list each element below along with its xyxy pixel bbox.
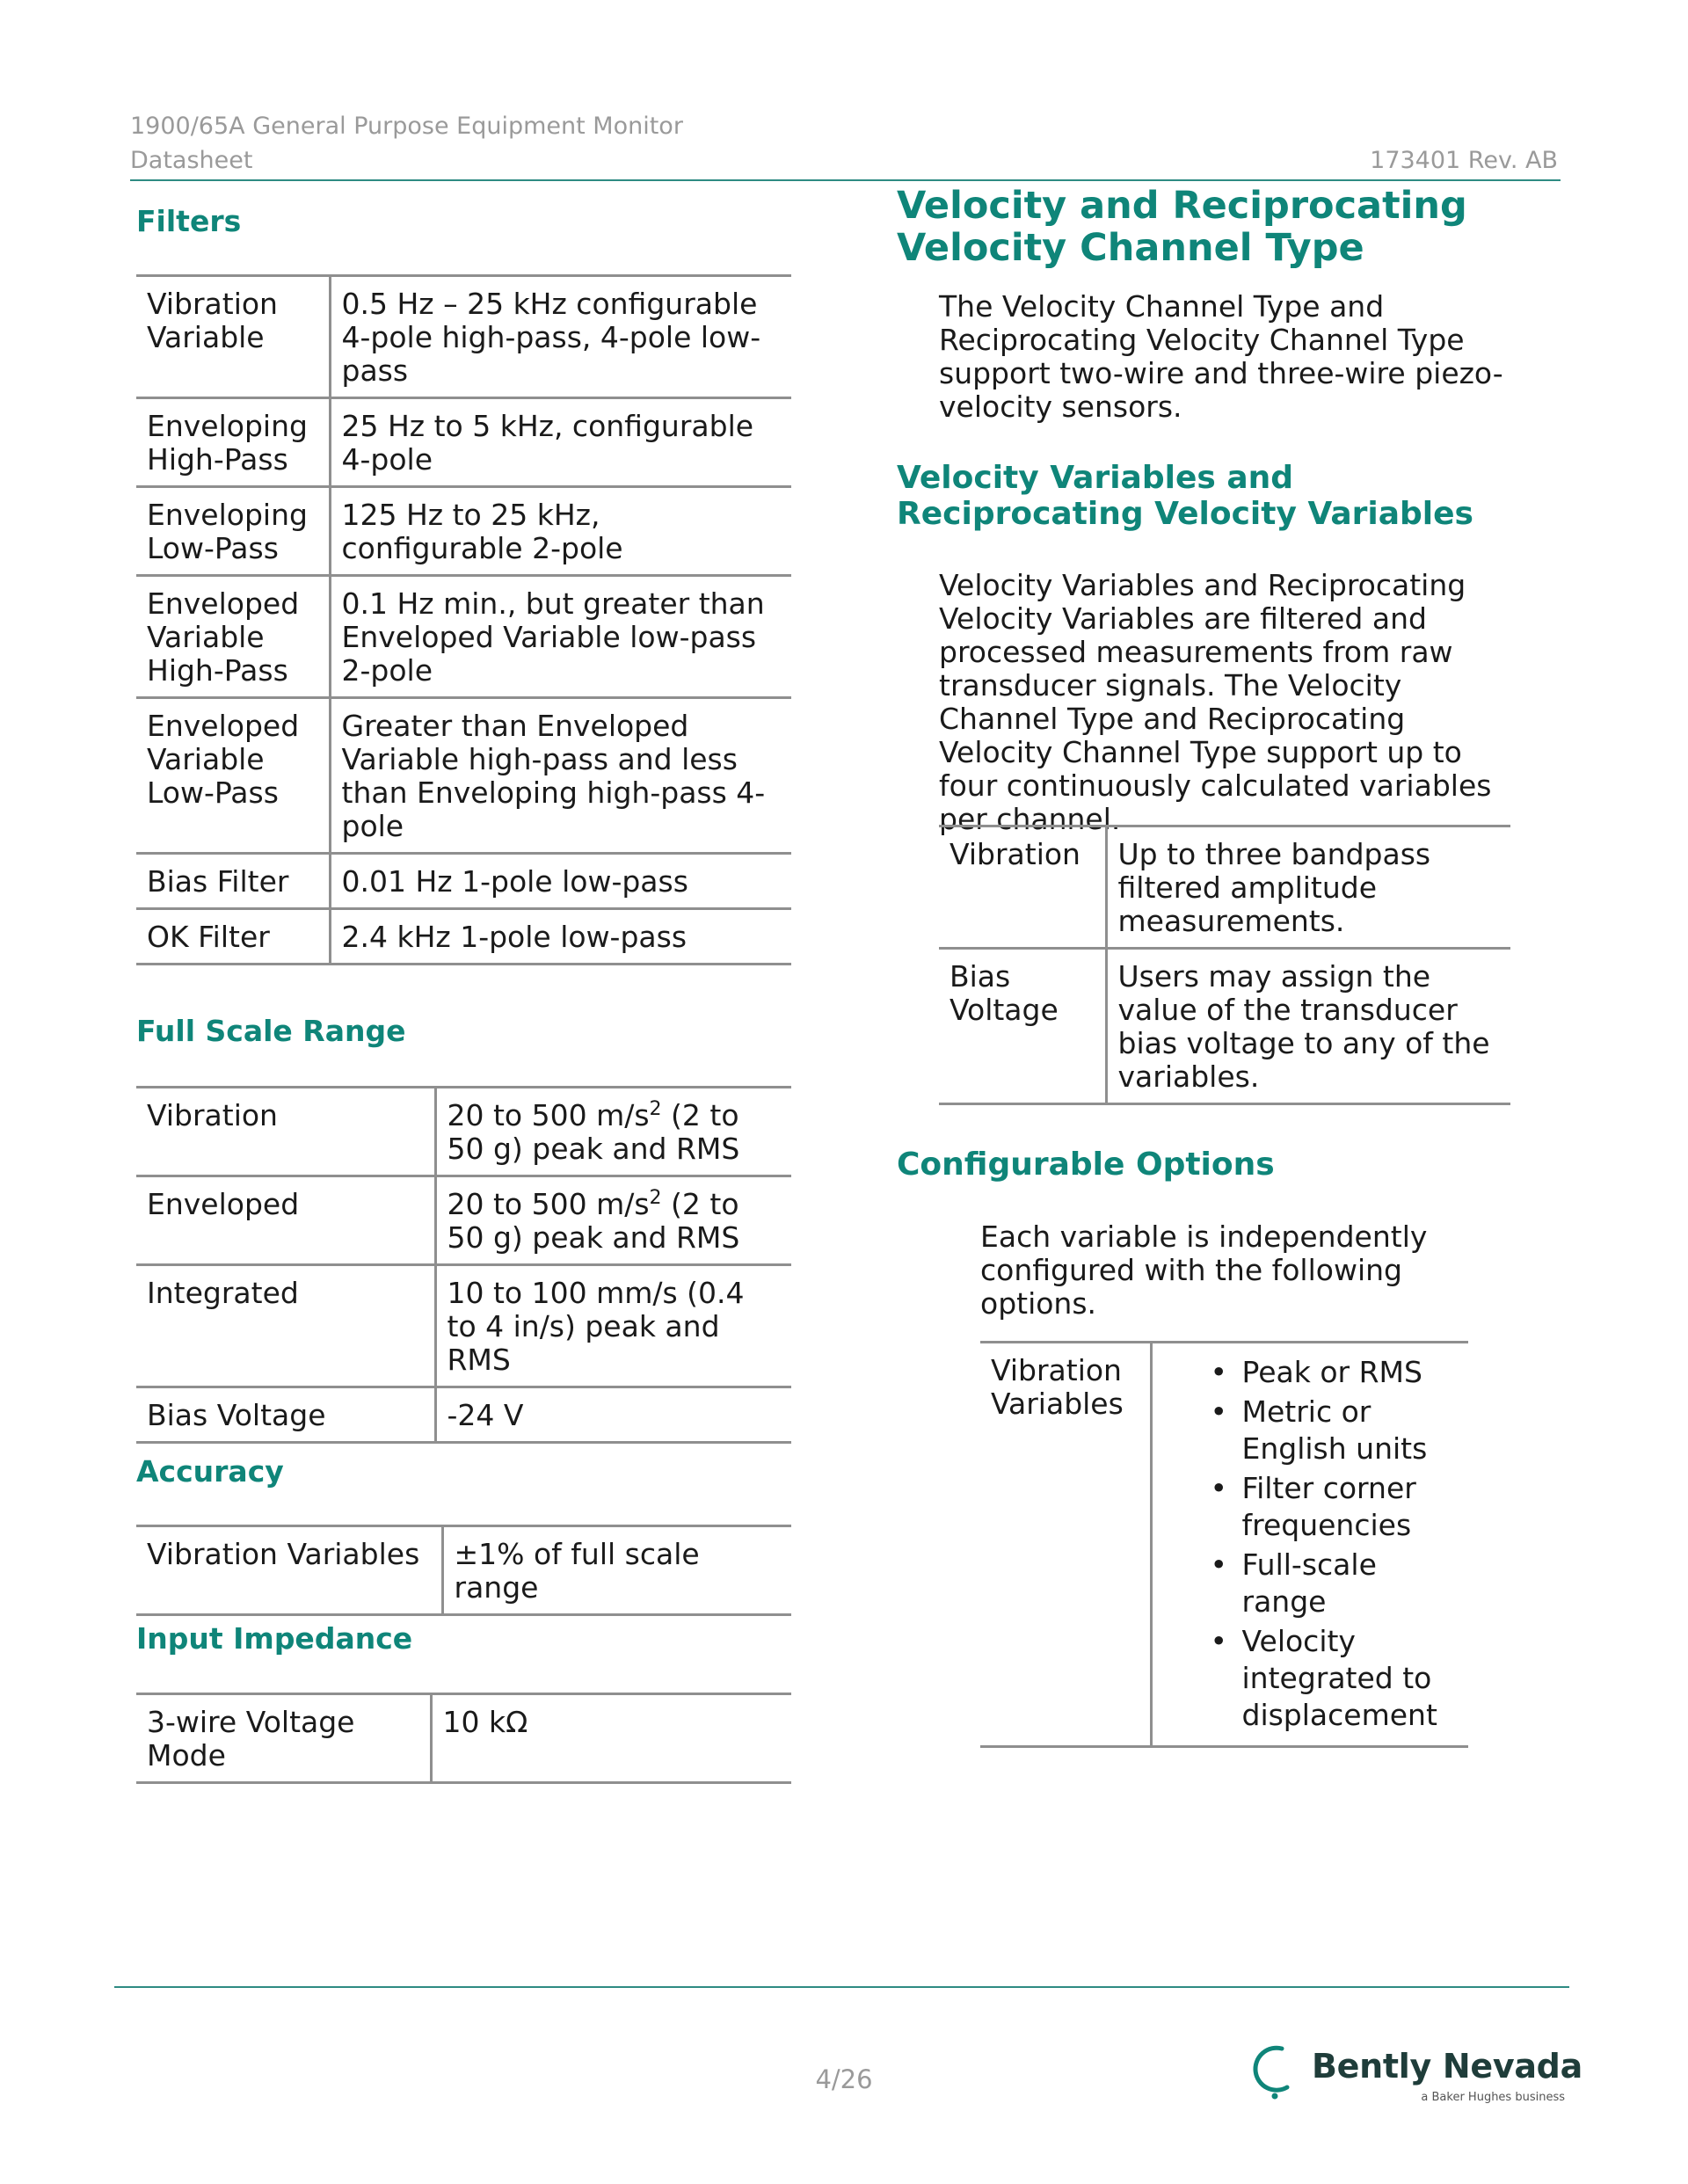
row-label: Enveloped Variable Low-Pass	[136, 698, 330, 854]
row-label: Vibration	[939, 826, 1106, 949]
table-row	[939, 949, 1510, 1104]
document-title	[130, 109, 683, 178]
filters-table-body	[136, 276, 791, 965]
value-exponent: 2	[649, 1098, 662, 1120]
row-label: OK Filter	[136, 909, 330, 965]
accuracy-table-body	[136, 1526, 791, 1615]
list-item: • Velocity integrated to displacement	[1211, 1623, 1460, 1734]
table-row	[980, 1343, 1468, 1747]
value-text: 20 to 500 m/s	[447, 1187, 650, 1221]
row-label: Enveloped Variable High-Pass	[136, 576, 330, 698]
row-value: 0.1 Hz min., but greater than Enveloped Variable low-pass 2-pole	[330, 576, 791, 698]
options-list	[1211, 1354, 1460, 1734]
row-value: 0.01 Hz 1-pole low-pass	[330, 854, 791, 909]
value-text: (2 to 50 g) peak and RMS	[447, 1187, 740, 1255]
row-value: 2.4 kHz 1-pole low-pass	[330, 909, 791, 965]
row-label: Enveloping Low-Pass	[136, 487, 330, 576]
value-text: 20 to 500 m/s	[447, 1098, 650, 1132]
table-row	[136, 698, 791, 854]
row-label: Vibration	[136, 1088, 435, 1176]
velocity-variables-paragraph: Velocity Variables and Reciprocating Velocity Variables are filtered and processed measurements from raw transducer signals. The Velocity Channel Type and Reciprocating Velocity Channel Type support up to four continuously calculated variables per channel.	[939, 568, 1492, 836]
list-item: • Filter corner frequencies	[1211, 1470, 1460, 1544]
row-value: 0.5 Hz – 25 kHz configurable 4-pole high-pass, 4-pole low-pass	[330, 276, 791, 398]
row-value	[435, 1176, 791, 1265]
table-row	[136, 1387, 791, 1443]
configurable-options-heading: Configurable Options	[897, 1147, 1275, 1183]
table-row	[136, 1088, 791, 1176]
filters-table	[136, 274, 791, 965]
velocity-variables-table-body	[939, 826, 1510, 1104]
row-label: Enveloped	[136, 1176, 435, 1265]
table-row	[136, 276, 791, 398]
brand-name: Bently Nevada	[1312, 2047, 1582, 2086]
value-text: (2 to 50 g) peak and RMS	[447, 1098, 740, 1166]
velocity-channel-heading: Velocity and Reciprocating Velocity Channel Type	[897, 184, 1467, 270]
row-label: Bias Voltage	[136, 1387, 435, 1443]
revision-label: 173401 Rev. AB	[1370, 147, 1558, 174]
row-value: 25 Hz to 5 kHz, configurable 4-pole	[330, 398, 791, 487]
table-row	[136, 576, 791, 698]
row-value	[435, 1088, 791, 1176]
configurable-options-paragraph: Each variable is independently configured with the following options.	[980, 1219, 1428, 1321]
row-label: Vibration Variables	[980, 1343, 1151, 1747]
row-value: Greater than Enveloped Variable high-pass and less than Enveloping high-pass 4-pole	[330, 698, 791, 854]
table-row	[136, 1176, 791, 1265]
accuracy-heading: Accuracy	[136, 1454, 284, 1489]
row-value: 10 kΩ	[431, 1694, 791, 1783]
velocity-variables-table	[939, 825, 1510, 1105]
table-row	[136, 909, 791, 965]
header-divider	[130, 179, 1561, 181]
row-value: -24 V	[435, 1387, 791, 1443]
row-value: Up to three bandpass filtered amplitude measurements.	[1106, 826, 1510, 949]
table-row	[136, 487, 791, 576]
footer-divider	[114, 1986, 1569, 1988]
row-label: 3-wire Voltage Mode	[136, 1694, 431, 1783]
full-scale-range-table-body	[136, 1088, 791, 1443]
velocity-variables-heading: Velocity Variables and Reciprocating Velocity Variables	[897, 460, 1473, 532]
filters-heading: Filters	[136, 204, 242, 238]
full-scale-range-heading: Full Scale Range	[136, 1014, 406, 1048]
velocity-channel-paragraph: The Velocity Channel Type and Reciprocating Velocity Channel Type support two-wire and three-wire piezo-velocity sensors.	[939, 289, 1503, 424]
row-label: Bias Voltage	[939, 949, 1106, 1104]
bently-nevada-logo	[1248, 2038, 1582, 2108]
document-type: Datasheet	[130, 147, 253, 174]
list-item: • Peak or RMS	[1211, 1354, 1460, 1391]
product-name: 1900/65A General Purpose Equipment Monitor	[130, 113, 683, 140]
page-number: 4/26	[815, 2064, 873, 2094]
input-impedance-table	[136, 1693, 791, 1784]
list-item: • Full-scale range	[1211, 1547, 1460, 1620]
row-label: Enveloping High-Pass	[136, 398, 330, 487]
row-value: Users may assign the value of the transducer bias voltage to any of the variables.	[1106, 949, 1510, 1104]
logo-mark-icon	[1248, 2038, 1301, 2108]
row-value: 125 Hz to 25 kHz, configurable 2-pole	[330, 487, 791, 576]
list-item: • Metric or English units	[1211, 1394, 1460, 1467]
table-row	[136, 1265, 791, 1387]
row-label: Vibration Variable	[136, 276, 330, 398]
full-scale-range-table	[136, 1086, 791, 1444]
table-row	[939, 826, 1510, 949]
table-row	[136, 854, 791, 909]
table-row	[136, 1694, 791, 1783]
row-label: Integrated	[136, 1265, 435, 1387]
value-exponent: 2	[649, 1187, 662, 1209]
input-impedance-table-body	[136, 1694, 791, 1783]
row-value: ±1% of full scale range	[442, 1526, 791, 1615]
row-label: Vibration Variables	[136, 1526, 442, 1615]
accuracy-table	[136, 1525, 791, 1616]
brand-tagline: a Baker Hughes business	[1421, 2091, 1565, 2104]
table-row	[136, 398, 791, 487]
row-value: 10 to 100 mm/s (0.4 to 4 in/s) peak and RMS	[435, 1265, 791, 1387]
row-label: Bias Filter	[136, 854, 330, 909]
table-row	[136, 1526, 791, 1615]
configurable-options-table	[980, 1341, 1468, 1748]
input-impedance-heading: Input Impedance	[136, 1621, 413, 1656]
